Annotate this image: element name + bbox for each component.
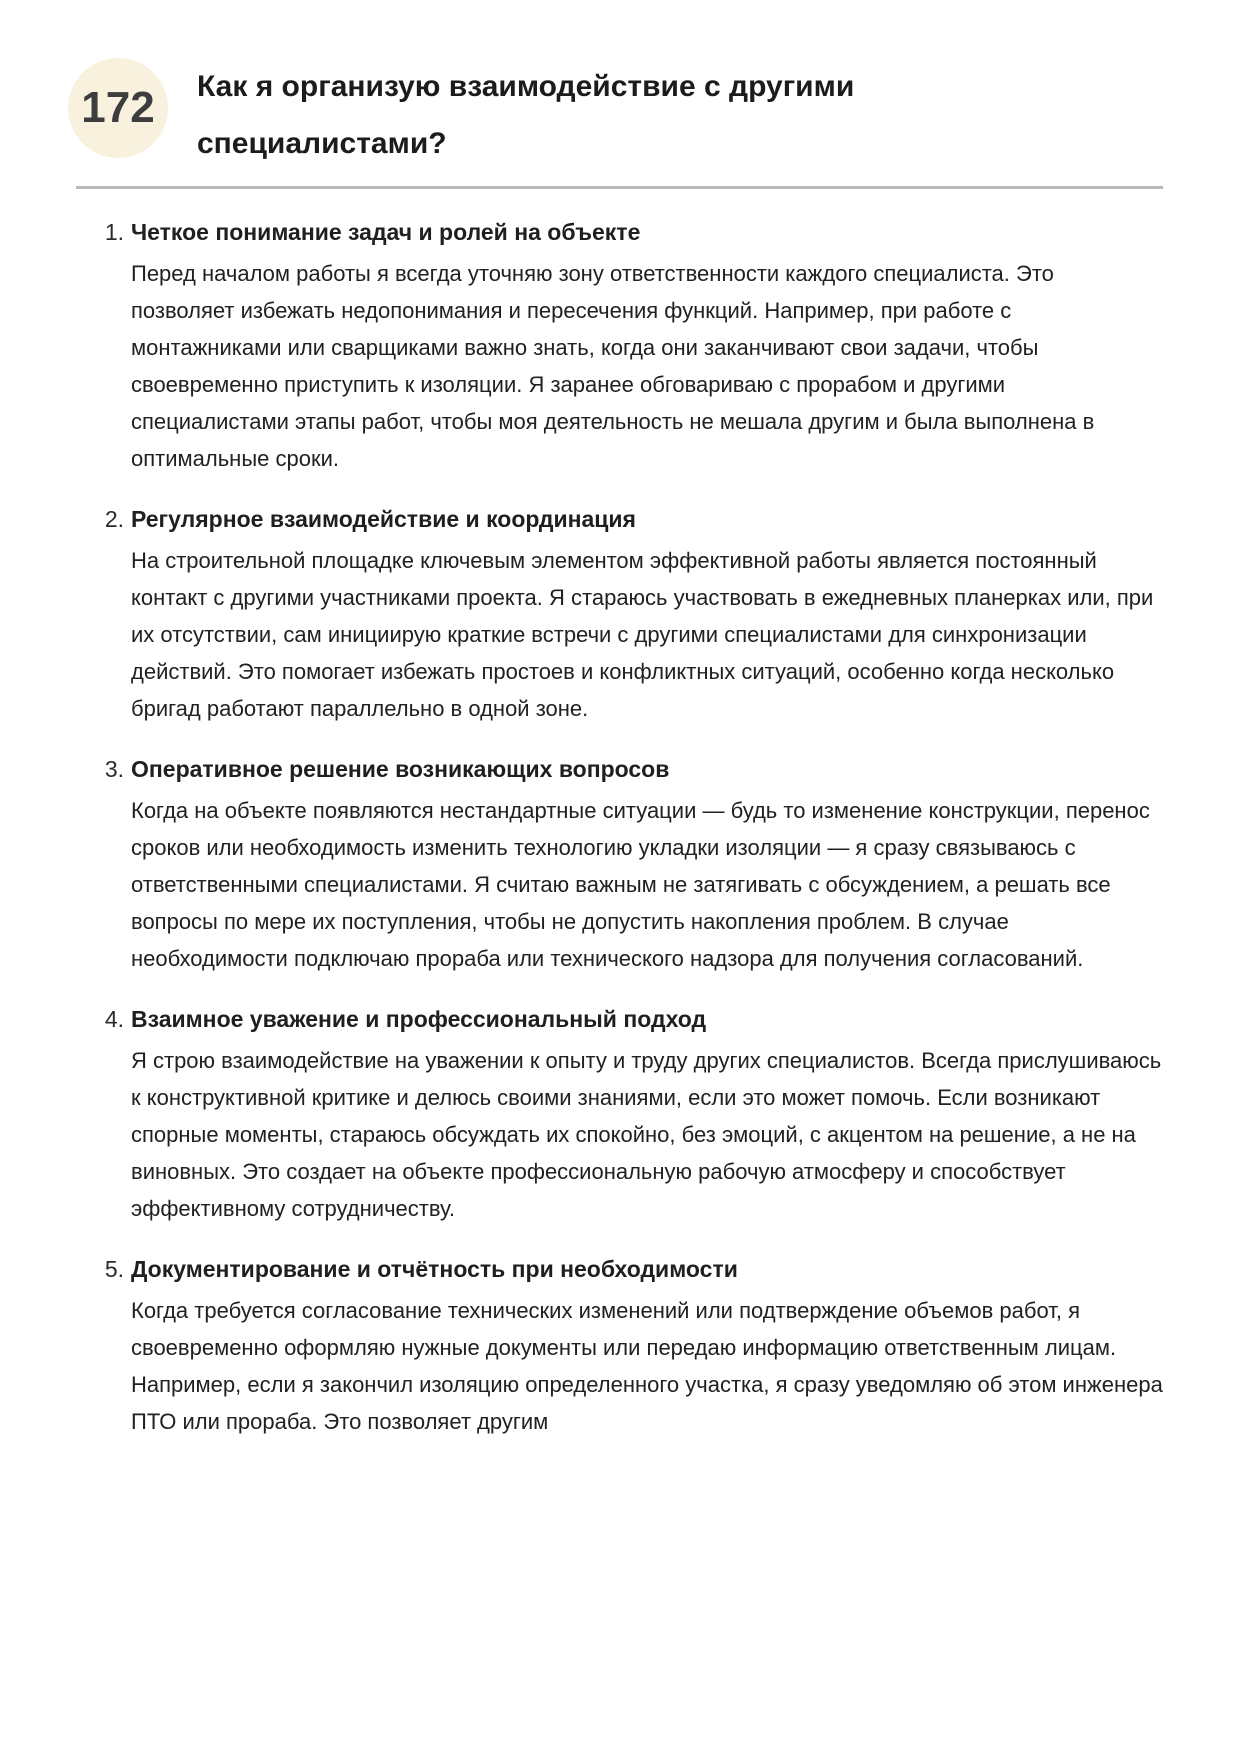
list-item	[76, 1004, 1163, 1227]
item-number: 2.	[104, 506, 124, 532]
list-item	[76, 1254, 1163, 1440]
item-body: На строительной площадке ключевым элементом эффективной работы является постоянный контакт с другими участниками проекта. Я стараюсь участвовать в ежедневных планерках или, при их отсутствии, сам инициирую краткие встречи с другими специалистами для синхронизации действий. Это помогает избежать простоев и конфликтных ситуаций, особенно когда несколько бригад работают параллельно в одной зоне.	[131, 548, 1154, 721]
question-number-badge	[68, 58, 168, 158]
list-item	[76, 504, 1163, 727]
item-number: 1.	[104, 219, 124, 245]
question-number: 172	[81, 83, 155, 132]
page-header	[0, 0, 1239, 172]
answer-list	[76, 217, 1163, 1440]
item-number: 3.	[104, 756, 124, 782]
page-title: Как я организую взаимодействие с другими специалистами?	[197, 70, 855, 160]
list-item	[76, 217, 1163, 477]
list-item	[76, 754, 1163, 977]
item-heading: Регулярное взаимодействие и координация	[131, 506, 636, 532]
item-heading: Оперативное решение возникающих вопросов	[131, 756, 670, 782]
header-divider	[76, 186, 1163, 189]
item-heading: Документирование и отчётность при необходимости	[131, 1256, 738, 1282]
item-body: Я строю взаимодействие на уважении к опыту и труду других специалистов. Всегда прислушиваюсь к конструктивной критике и делюсь своими знаниями, если это может помочь. Если возникают спорные моменты, стараюсь обсуждать их спокойно, без эмоций, с акцентом на решение, а не на виновных. Это создает на объекте профессиональную рабочую атмосферу и способствует эффективному сотрудничеству.	[131, 1048, 1162, 1221]
item-heading: Взаимное уважение и профессиональный подход	[131, 1006, 707, 1032]
item-body: Когда на объекте появляются нестандартные ситуации — будь то изменение конструкции, перенос сроков или необходимость изменить технологию укладки изоляции — я сразу связываюсь с ответственными специалистами. Я считаю важным не затягивать с обсуждением, а решать все вопросы по мере их поступления, чтобы не допустить накопления проблем. В случае необходимости подключаю прораба или технического надзора для получения согласований.	[131, 798, 1150, 971]
item-heading: Четкое понимание задач и ролей на объекте	[131, 219, 641, 245]
item-number: 4.	[104, 1006, 124, 1032]
item-number: 5.	[104, 1256, 124, 1282]
item-body: Перед началом работы я всегда уточняю зону ответственности каждого специалиста. Это позволяет избежать недопонимания и пересечения функций. Например, при работе с монтажниками или сварщиками важно знать, когда они заканчивают свои задачи, чтобы своевременно приступить к изоляции. Я заранее обговариваю с прорабом и другими специалистами этапы работ, чтобы моя деятельность не мешала другим и была выполнена в оптимальные сроки.	[131, 261, 1095, 471]
item-body: Когда требуется согласование технических изменений или подтверждение объемов работ, я своевременно оформляю нужные документы или передаю информацию ответственным лицам. Например, если я закончил изоляцию определенного участка, я сразу уведомляю об этом инженера ПТО или прораба. Это позволяет другим	[131, 1298, 1163, 1434]
